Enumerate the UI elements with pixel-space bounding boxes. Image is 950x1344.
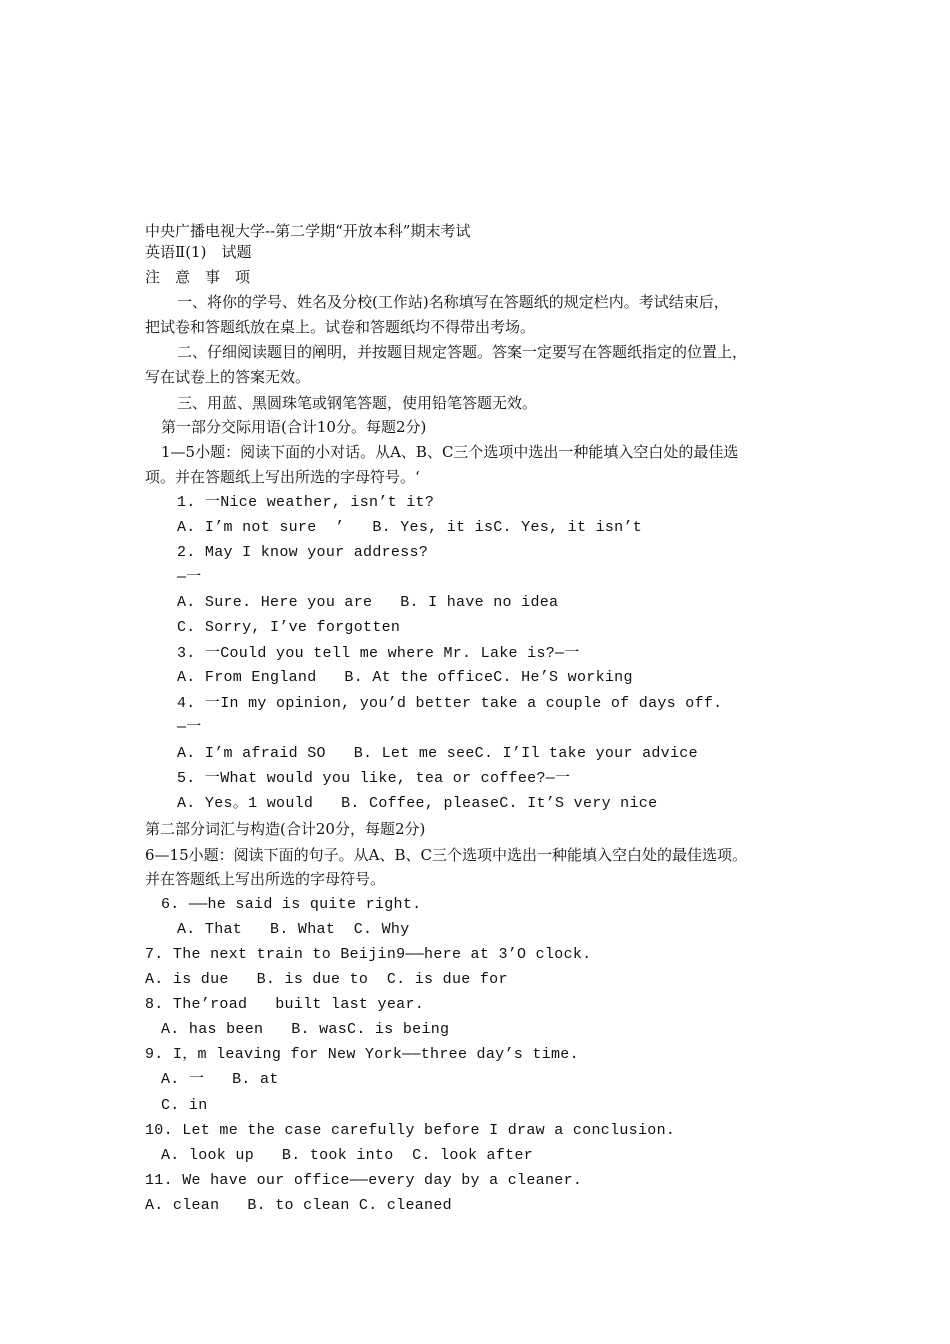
part1-instruction: 项。并在答题纸上写出所选的字母符号。‘ — [145, 468, 420, 486]
option-line: A. Sure. Here you are B. I have no idea — [177, 594, 559, 611]
notice-line: 写在试卷上的答案无效。 — [145, 368, 311, 386]
question-line: 4. 一In my opinion, you’d better take a couple of days off. — [177, 695, 723, 712]
answer-blank: —一 — [177, 569, 202, 586]
part2-instruction: 6—15小题：阅读下面的句子。从A、B、C三个选项中选出一种能填入空白处的最佳选项。 — [145, 846, 747, 864]
option-line: A. 一 B. at — [161, 1071, 279, 1088]
answer-blank: —一 — [177, 719, 202, 736]
part1-instruction: 1—5小题：阅读下面的小对话。从A、B、C三个选项中选出一种能填入空白处的最佳选 — [161, 443, 739, 461]
exam-subtitle: 英语Ⅱ(1) 试题 — [145, 243, 252, 261]
question-line: 7. The next train to Beijin9——here at 3’O clock. — [145, 946, 592, 963]
notice-line: 二、仔细阅读题目的阐明，并按题目规定答题。答案一定要写在答题纸指定的位置上， — [177, 343, 748, 361]
notice-line: 把试卷和答题纸放在桌上。试卷和答题纸均不得带出考场。 — [145, 318, 536, 336]
option-line: A. Yes。1 would B. Coffee, pleaseC. It’S very nice — [177, 795, 658, 812]
option-line: C. in — [161, 1097, 208, 1114]
notice-line: 三、用蓝、黑圆珠笔或钢笔答题，使用铅笔答题无效。 — [177, 394, 538, 412]
option-line: A. That B. What C. Why — [177, 921, 410, 938]
option-line: A. has been B. wasC. is being — [161, 1021, 450, 1038]
option-line: A. I’m afraid SO B. Let me seeC. I’Il take your advice — [177, 745, 698, 762]
question-line: 5. 一What would you like, tea or coffee?—一 — [177, 770, 571, 787]
option-line: A. clean B. to clean C. cleaned — [145, 1197, 452, 1214]
option-line: A. is due B. is due to C. is due for — [145, 971, 508, 988]
question-line: 9. I，m leaving for New York——three day’s time. — [145, 1046, 579, 1063]
part2-instruction: 并在答题纸上写出所选的字母符号。 — [145, 870, 386, 888]
notice-line: 一、将你的学号、姓名及分校(工作站)名称填写在答题纸的规定栏内。考试结束后， — [177, 293, 729, 311]
question-line: 3. 一Could you tell me where Mr. Lake is?—一 — [177, 645, 580, 662]
question-line: 2. May I know your address? — [177, 544, 429, 561]
option-line: A. look up B. took into C. look after — [161, 1147, 534, 1164]
question-line: 6. ——he said is quite right. — [161, 896, 422, 913]
question-line: 10. Let me the case carefully before I draw a conclusion. — [145, 1122, 676, 1139]
notice-heading: 注 意 事 项 — [145, 268, 251, 286]
question-line: 1. 一Nice weather, isn’t it? — [177, 494, 435, 511]
option-line: A. From England B. At the officeC. He’S working — [177, 669, 633, 686]
question-line: 8. The’road built last year. — [145, 996, 425, 1013]
option-line: C. Sorry, I’ve forgotten — [177, 619, 401, 636]
option-line: A. I’m not sure ’ B. Yes, it isC. Yes, it isn’t — [177, 519, 643, 536]
question-line: 11. We have our office——every day by a cleaner. — [145, 1172, 583, 1189]
part2-heading: 第二部分词汇与构造(合计20分，每题2分) — [145, 820, 426, 838]
part1-heading: 第一部分交际用语(合计10分。每题2分) — [161, 418, 427, 436]
exam-title: 中央广播电视大学--第二学期“开放本科”期末考试 — [145, 222, 471, 240]
